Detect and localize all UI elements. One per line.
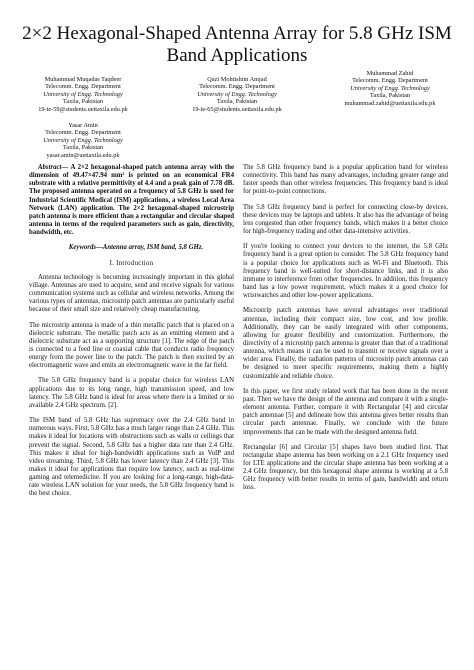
author-org: University of Engg. Technology: [350, 84, 430, 92]
author-email: muhammad.zahid@uettaxila.edu.pk: [344, 99, 436, 107]
body-paragraph: The ISM band of 5.8 GHz has supremacy over the 2.4 GHz band in numerous ways. First, 5.8 GHz has a much larger range than 2.4 GHz. This makes it ideal for locations with obstructions such as walls or ceilings that prevent the signal. Second, 5.8 GHz has a higher data rate than 2.4 GHz. This makes it ideal for high-bandwidth applications such as VoIP and video streaming. Third, 5.8 GHz has lower latency than 2.4 GHz [3]. This makes it ideal for applications that require low latency, such as real-time gaming and telemedicine. If you are looking for a long-range, high-data-rate wireless LAN solution for your needs, the 5.8 GHz frequency band is the best choice.: [29, 417, 234, 498]
right-column: [243, 164, 448, 500]
author-email: yasar.amin@uettaxila.edu.pk: [46, 151, 120, 159]
author-dept: Telecomm. Engg. Department: [45, 129, 121, 137]
abstract-text: A 2×2 hexagonal-shaped patch antenna array with the dimension of 49.47×47.94 mm² is printed on an economical FR4 substrate with a relative permittivity of 4.4 and a peak gain of 7.78 dB. The proposed antenna operated on a frequency of 5.8 GHz is used for Industrial Scientific Medical (ISM) applications, a wireless Local Area Network (LAN) application. The 2×2 hexagonal-shaped microstrip patch antenna is more efficient than a rectangular and circular shaped antenna in terms of the required parameters such as gain, directivity, bandwidth, etc.: [29, 164, 234, 237]
author-dept: Telecomm. Engg. Department: [199, 83, 275, 91]
keywords: Keywords—Antenna array, ISM band, 5.8 GHz.: [68, 244, 204, 252]
author-block-3: [323, 70, 457, 107]
body-paragraph: The 5.8 GHz frequency band is a popular application band for wireless connectivity. This band has many advantages, including greater range and faster speeds than other wireless frequencies. This frequency band is ideal for point-to-point connections.: [243, 164, 448, 196]
author-name: Qazi Mohtishim Amjad: [207, 76, 267, 83]
author-org: University of Engg. Technology: [43, 90, 123, 98]
body-paragraph: In this paper, we first study related work that has been done in the recent past. Then we have the design of the antenna and compare it with a single-element antenna. Further, compare it with Rectangular [4] and circular patch antennae [5] and delineate how this antenna gives better results than circular patch antennae. Finally, we conclude with the future improvements that can be made with the designed antenna field.: [243, 387, 448, 436]
author-name: Muhammad Muqadas Taqdeer: [44, 76, 122, 83]
body-paragraph: The 5.8 GHz frequency band is a popular choice for wireless LAN applications due to its long range, high transmission speed, and low latency. The 5.8 GHz band is ideal for areas where there is a limited or no available 2.4 GHz spectrum. [2].: [29, 377, 234, 409]
author-email: 19-te-59@students.uettaxila.edu.pk: [38, 105, 128, 113]
abstract: [29, 164, 234, 237]
section-heading-introduction: I. Introduction: [109, 259, 154, 267]
author-city: Taxila, Pakistan: [62, 144, 104, 152]
author-dept: Telecomm. Engg. Department: [45, 83, 121, 91]
author-city: Taxila, Pakistan: [369, 92, 411, 100]
author-dept: Telecomm. Engg. Department: [352, 77, 428, 85]
abstract-label: Abstract—: [38, 164, 69, 171]
body-paragraph: If you're looking to connect your devices to the internet, the 5.8 GHz frequency band is a great option to consider. The 5.8 GHz frequency band is a popular choice for applications such as Wi-Fi and Bluetooth. This frequency band is well-suited for short-distance links, and it is also immune to interference from other frequencies. In addition, this frequency band has a low power requirement, which makes it a good choice for wristwatches and other low-power applications.: [243, 243, 448, 300]
author-block-4: [18, 122, 148, 159]
left-column: [29, 164, 234, 506]
author-name: Yasar Amin: [68, 122, 98, 129]
author-org: University of Engg. Technology: [197, 90, 277, 98]
author-block-2: [172, 76, 302, 113]
author-city: Taxila, Pakistan: [216, 98, 258, 106]
author-name: Muhammad Zahid: [366, 70, 414, 77]
author-city: Taxila, Pakistan: [62, 98, 104, 106]
body-paragraph: Antenna technology is becoming increasingly important in this global village. Antennas are used to acquire, send and receive signals for various communication systems such as cellular and wireless networks. Among the various types of antennas, microstrip patch antennas are particularly useful because of their small size and relatively cheap manufacturing.: [29, 273, 234, 314]
body-paragraph: The 5.8 GHz frequency band is perfect for connecting close-by devices, these devices may be laptops and tablets. It also has the advantage of being less congested than other frequency bands, which makes it a better choice for high-frequency trading and other data-intensive activities.: [243, 203, 448, 236]
paper-title: 2×2 Hexagonal-Shaped Antenna Array for 5.8 GHz ISM Band Applications: [22, 22, 452, 66]
author-email: 19-te-65@students.uettaxila.edu.pk: [192, 105, 282, 113]
body-paragraph: Rectangular [6] and Circular [5] shapes have been studied first. That rectangular shape antenna has been working on a 2.1 GHz frequency used for LTE applications and the circular shape antenna has been working at a 2.4 GHz frequency, but this hexagonal shape antenna is working at a 5.8 GHz frequency with better results in terms of gain, bandwidth and return loss.: [243, 443, 448, 492]
author-block-1: [18, 76, 148, 113]
body-paragraph: Microstrip patch antennas have several advantages over traditional antennas, including their compact size, low cost, and low profile. Additionally, they can be easily integrated with other components, allowing for greater flexibility and customization. Furthermore, the directivity of a microstrip patch antenna is greater than that of a traditional antenna, which means it can be used to transmit or receive signals over a wider area. Finally, the radiation patterns of microstrip patch antennas can be designed to meet specific requirements, making them a highly customizable and reliable choice.: [243, 307, 448, 380]
author-org: University of Engg. Technology: [43, 136, 123, 144]
body-paragraph: The microstrip antenna is made of a thin metallic patch that is placed on a dielectric substrate. The metallic patch acts as an emitting element and a dielectric substrate act as a supporting structure [1]. The edge of the patch is connected to a feed line or coaxial cable that conducts radio frequency energy from the power line to the patch. The patch is then excited by an electromagnetic wave and emits an electromagnetic wave in the far field.: [29, 321, 234, 370]
